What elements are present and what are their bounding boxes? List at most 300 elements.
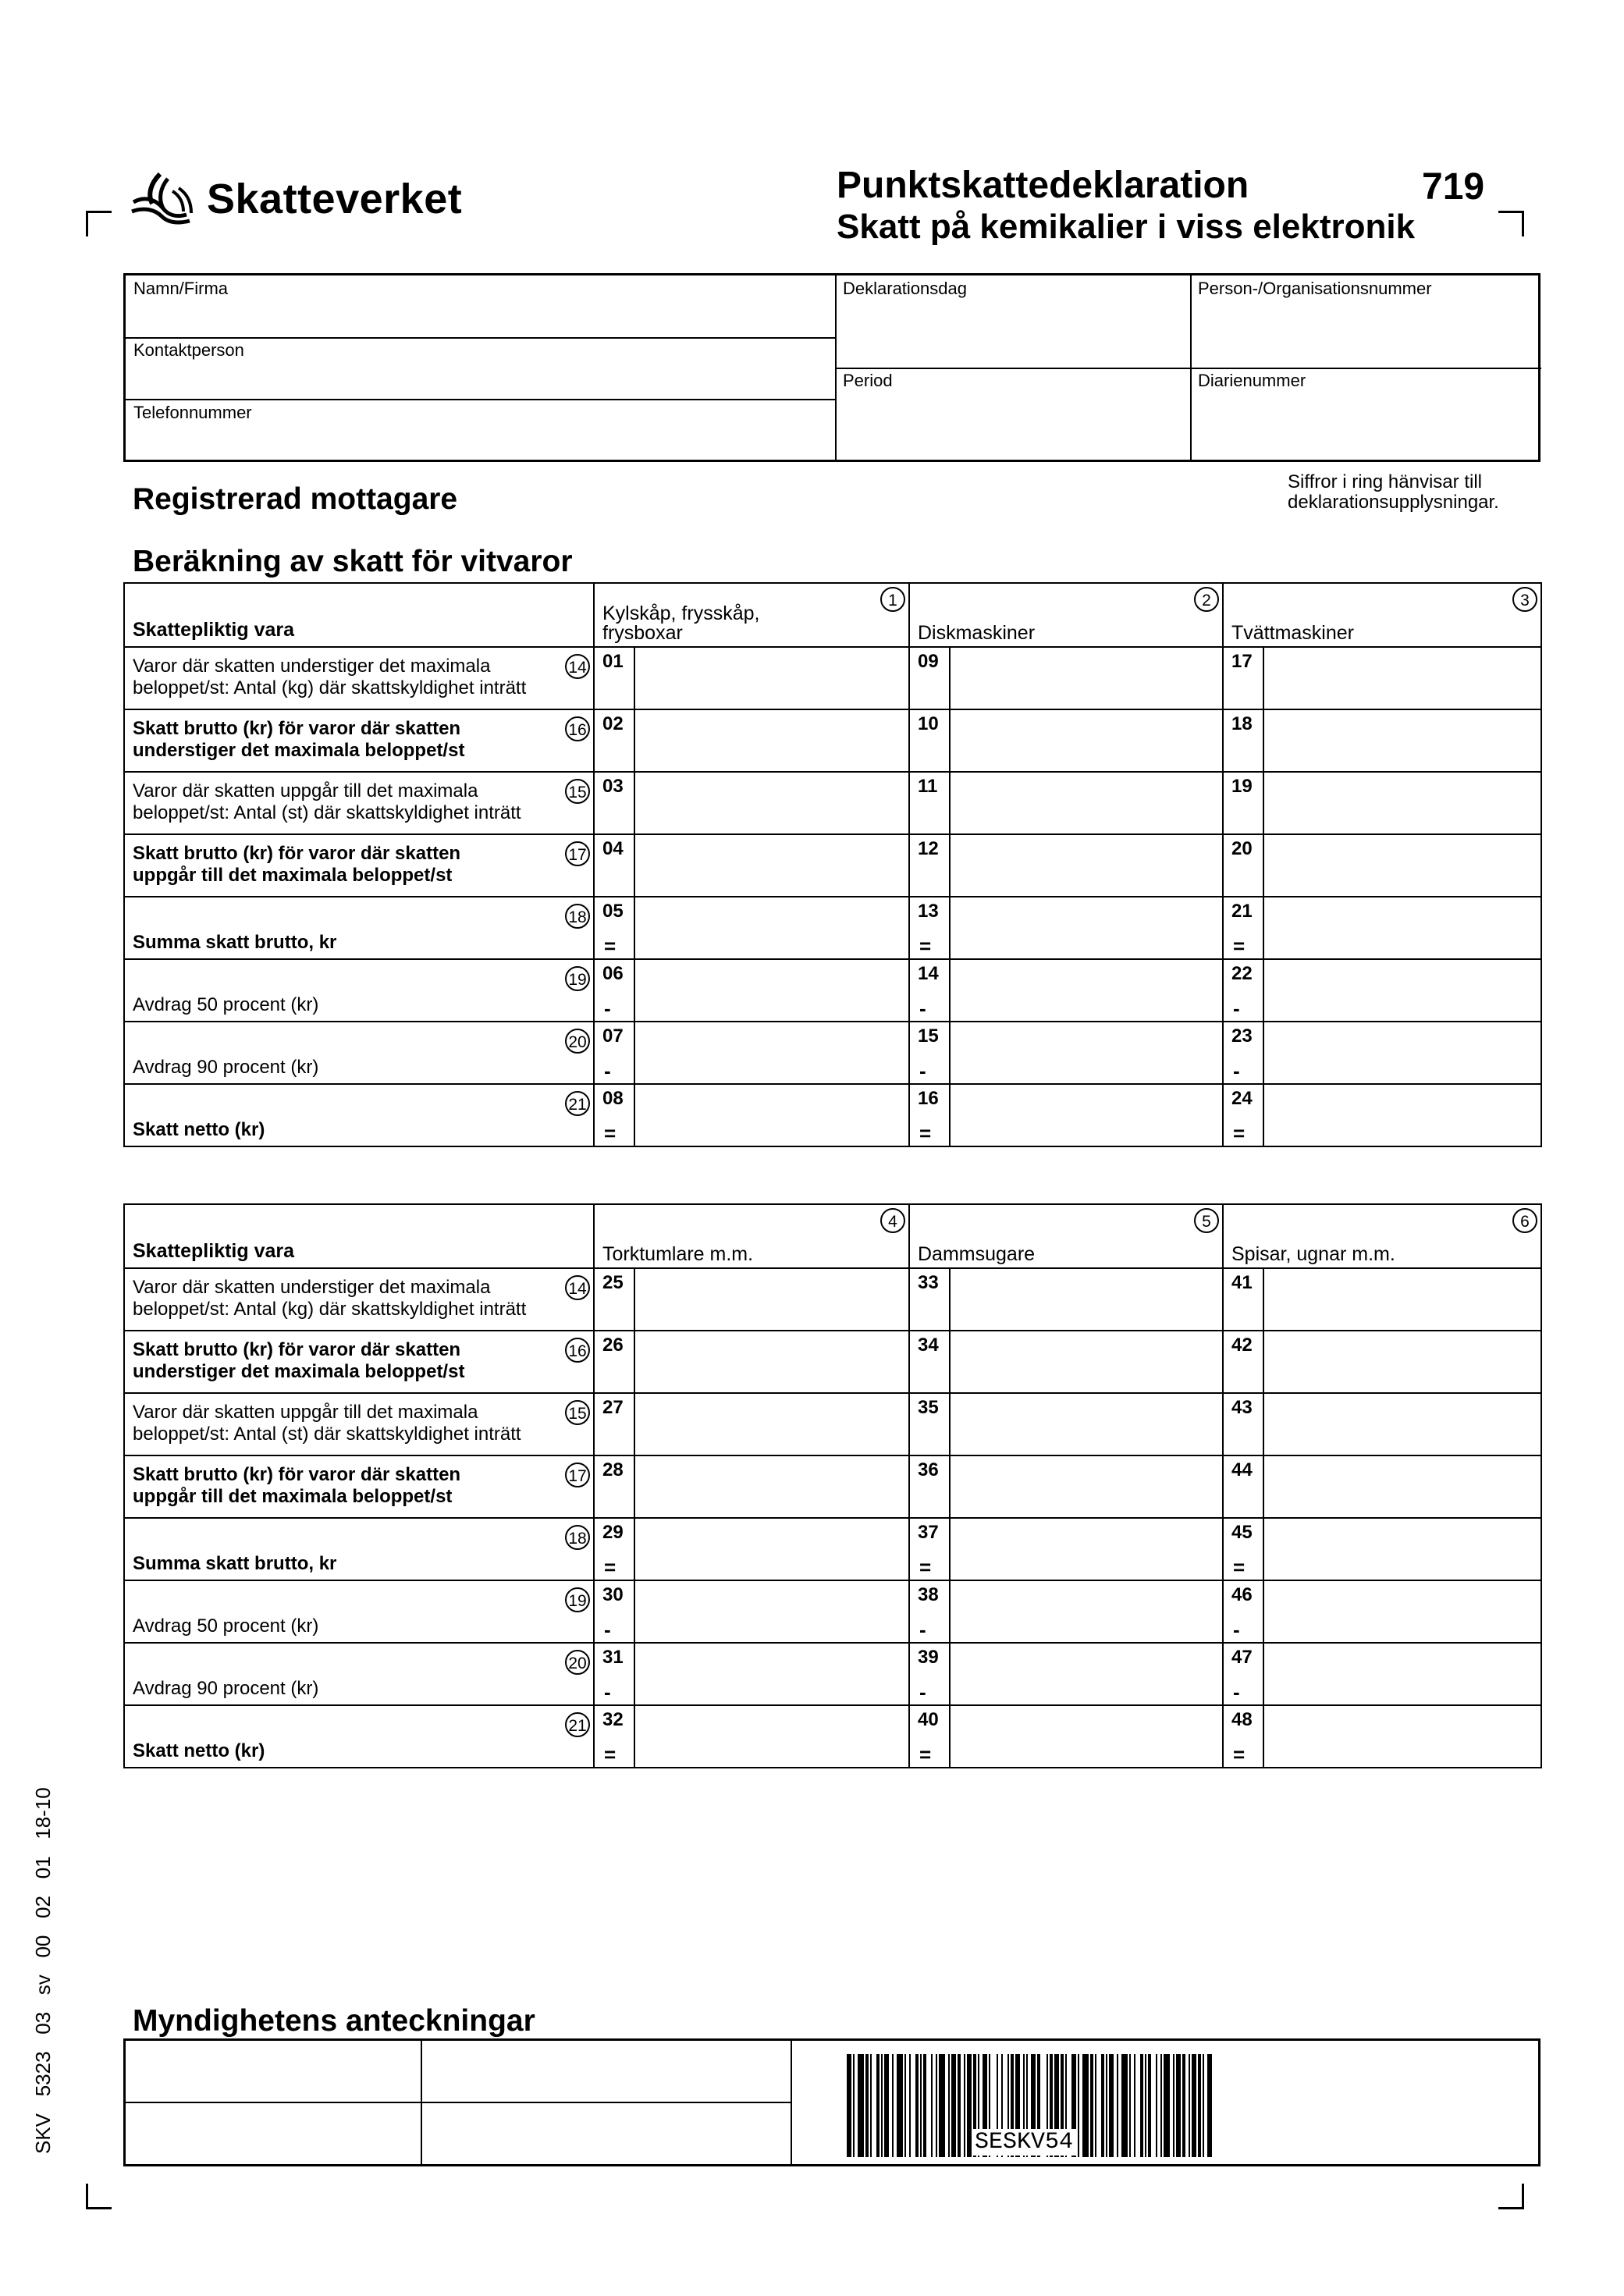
barcode-bar — [865, 2054, 869, 2157]
amount-input[interactable] — [635, 710, 908, 771]
column-label-line: Torktumlare m.m. — [602, 1243, 754, 1265]
barcode-bar — [1117, 2054, 1118, 2157]
barcode-bar — [951, 2054, 956, 2157]
barcode-bar — [1134, 2054, 1135, 2157]
row-label — [133, 1678, 554, 1700]
operator-sign: = — [919, 1555, 932, 1579]
table-row — [124, 959, 1541, 1022]
barcode-bar — [1129, 2054, 1131, 2157]
table-row — [124, 1455, 1541, 1518]
amount-cell[interactable] — [1223, 709, 1541, 772]
barcode-bar — [1164, 2054, 1170, 2157]
amount-input[interactable] — [1264, 1581, 1540, 1642]
barcode-bar — [1192, 2054, 1196, 2157]
field-code: 47 — [1231, 1647, 1253, 1668]
operator-sign: = — [604, 1121, 617, 1145]
amount-cell[interactable] — [594, 959, 909, 1022]
amount-cell[interactable] — [1223, 1393, 1541, 1455]
operator-sign: - — [604, 1618, 611, 1641]
amount-input[interactable] — [1264, 1644, 1540, 1704]
amount-cell[interactable] — [909, 897, 1223, 959]
code-box — [1224, 1269, 1264, 1330]
amount-cell[interactable] — [594, 1393, 909, 1455]
reference-circle: 19 — [565, 966, 590, 991]
row-label — [133, 1740, 554, 1762]
code-box — [1224, 1581, 1264, 1642]
field-code: 35 — [918, 1397, 939, 1418]
field-code: 22 — [1231, 963, 1253, 984]
tax-table-2 — [123, 1203, 1542, 1768]
operator-sign: = — [919, 934, 932, 958]
column-label — [918, 624, 1035, 643]
amount-input[interactable] — [635, 1269, 908, 1330]
barcode-bar — [1198, 2054, 1201, 2157]
reference-circle: 2 — [1194, 587, 1219, 612]
table-row — [124, 772, 1541, 834]
amount-input[interactable] — [1264, 1394, 1540, 1455]
code-box — [910, 1394, 951, 1455]
amount-cell[interactable] — [1223, 1022, 1541, 1084]
code-box — [595, 1456, 635, 1517]
code-box — [1224, 710, 1264, 771]
row-label-line: Varor där skatten uppgår till det maximala — [133, 780, 478, 801]
reference-circle: 18 — [565, 1525, 590, 1550]
amount-input[interactable] — [1264, 835, 1540, 896]
reference-circle: 16 — [565, 716, 590, 741]
column-label-line: Dammsugare — [918, 1243, 1036, 1265]
operator-sign: = — [1233, 1743, 1246, 1766]
field-code: 34 — [918, 1335, 939, 1356]
row-label-line: understiger det maximala beloppet/st — [133, 1361, 465, 1382]
amount-cell[interactable] — [909, 709, 1223, 772]
amount-input[interactable] — [1264, 1456, 1540, 1517]
table-row — [124, 1393, 1541, 1455]
row-label-line: Avdrag 90 procent (kr) — [133, 1057, 319, 1078]
operator-sign: - — [604, 1059, 611, 1082]
taxable-goods-label: Skattepliktig vara — [133, 1240, 295, 1262]
table-row — [124, 647, 1541, 709]
column-label — [1231, 624, 1354, 643]
barcode-bar — [853, 2054, 855, 2157]
amount-cell[interactable] — [1223, 897, 1541, 959]
reference-circle: 14 — [565, 654, 590, 679]
code-box — [595, 960, 635, 1021]
reference-circle: 21 — [565, 1712, 590, 1737]
field-code: 11 — [918, 776, 938, 797]
barcode-bar — [1078, 2054, 1079, 2157]
amount-input[interactable] — [635, 1394, 908, 1455]
barcode-bar — [909, 2054, 911, 2157]
code-box — [910, 1581, 951, 1642]
phone-field[interactable] — [129, 424, 827, 458]
barcode-bar — [915, 2054, 919, 2157]
amount-input[interactable] — [951, 1581, 1222, 1642]
tax-table-1 — [123, 582, 1542, 1147]
amount-cell[interactable] — [1223, 959, 1541, 1022]
field-code: 19 — [1231, 776, 1253, 797]
amount-input[interactable] — [951, 1394, 1222, 1455]
amount-cell[interactable] — [594, 647, 909, 709]
corner-mark-top-left — [86, 211, 112, 236]
operator-sign: - — [919, 997, 926, 1020]
reference-circle: 15 — [565, 779, 590, 804]
authority-notes-heading: Myndighetens anteckningar — [133, 2004, 535, 2038]
operator-sign: = — [919, 1743, 932, 1766]
amount-cell[interactable] — [1223, 1580, 1541, 1643]
amount-input[interactable] — [951, 1331, 1222, 1392]
table-row — [124, 1643, 1541, 1705]
reference-circle: 1 — [880, 587, 905, 612]
barcode-bar — [1101, 2054, 1104, 2157]
code-box — [910, 1644, 951, 1704]
column-label-line: Kylskåp, frysskåp, — [602, 602, 760, 624]
operator-sign: = — [604, 934, 617, 958]
amount-input[interactable] — [951, 835, 1222, 896]
barcode-bar — [1121, 2054, 1128, 2157]
table-row — [124, 834, 1541, 897]
logo-text: Skatteverket — [207, 176, 463, 222]
org-number-label: Person-/Organisationsnummer — [1198, 279, 1432, 298]
code-box — [910, 710, 951, 771]
barcode-bar — [1106, 2054, 1107, 2157]
contact-field[interactable] — [129, 361, 827, 396]
row-label — [133, 1119, 554, 1141]
code-box — [910, 1269, 951, 1330]
amount-input[interactable] — [635, 1022, 908, 1083]
column-label — [602, 604, 759, 643]
amount-cell[interactable] — [909, 1084, 1223, 1146]
amount-cell[interactable] — [909, 1268, 1223, 1331]
name-field-label: Namn/Firma — [133, 279, 229, 298]
table-row — [124, 1705, 1541, 1768]
amount-input[interactable] — [951, 897, 1222, 958]
barcode-bar — [876, 2054, 880, 2157]
amount-cell[interactable] — [909, 1580, 1223, 1643]
field-code: 41 — [1231, 1272, 1253, 1293]
amount-input[interactable] — [1264, 1519, 1540, 1580]
amount-cell[interactable] — [909, 772, 1223, 834]
amount-input[interactable] — [635, 1456, 908, 1517]
code-box — [595, 835, 635, 896]
barcode-bar — [920, 2054, 922, 2157]
barcode-bar — [948, 2054, 950, 2157]
column-header — [594, 1204, 909, 1268]
table-row — [124, 1268, 1541, 1331]
amount-cell[interactable] — [1223, 834, 1541, 897]
amount-cell[interactable] — [909, 1705, 1223, 1768]
amount-input[interactable] — [635, 773, 908, 833]
code-box — [910, 773, 951, 833]
operator-sign: - — [604, 1680, 611, 1704]
diary-number-label: Diarienummer — [1198, 371, 1306, 390]
code-box — [910, 1456, 951, 1517]
field-code: 17 — [1231, 651, 1253, 672]
logo — [129, 168, 462, 230]
amount-cell[interactable] — [909, 834, 1223, 897]
amount-input[interactable] — [951, 1085, 1222, 1146]
amount-cell[interactable] — [1223, 1084, 1541, 1146]
amount-input[interactable] — [951, 1644, 1222, 1704]
amount-input[interactable] — [951, 1519, 1222, 1580]
barcode-bar — [1082, 2054, 1089, 2157]
field-code: 23 — [1231, 1025, 1253, 1047]
amount-cell[interactable] — [909, 1331, 1223, 1393]
amount-cell[interactable] — [1223, 1518, 1541, 1580]
identification-box — [123, 273, 1540, 462]
amount-cell[interactable] — [1223, 1455, 1541, 1518]
column-header — [1223, 583, 1541, 647]
code-box — [595, 1269, 635, 1330]
table-row — [124, 1022, 1541, 1084]
barcode-bar — [1176, 2054, 1181, 2157]
reference-circle: 3 — [1512, 587, 1537, 612]
amount-input[interactable] — [1264, 1269, 1540, 1330]
amount-cell[interactable] — [909, 959, 1223, 1022]
amount-input[interactable] — [1264, 897, 1540, 958]
name-field[interactable] — [129, 299, 827, 333]
row-label — [133, 1057, 554, 1079]
amount-cell[interactable] — [594, 1455, 909, 1518]
operator-sign: = — [1233, 934, 1246, 958]
amount-input[interactable] — [1264, 648, 1540, 709]
field-code: 24 — [1231, 1088, 1253, 1109]
amount-input[interactable] — [635, 648, 908, 709]
barcode-bar — [936, 2054, 937, 2157]
form-version-code: SKV 5323 03 sv 00 02 01 18-10 — [31, 1787, 55, 2154]
form-title: Punktskattedeklaration — [837, 165, 1249, 206]
table-row — [124, 1331, 1541, 1393]
field-code: 33 — [918, 1272, 939, 1293]
table-row — [124, 1580, 1541, 1643]
field-code: 04 — [602, 838, 624, 859]
barcode-bar — [1160, 2054, 1162, 2157]
column-header — [909, 583, 1223, 647]
amount-cell[interactable] — [909, 1518, 1223, 1580]
row-label-line: Varor där skatten understiger det maximala — [133, 656, 491, 677]
org-number-field[interactable] — [1194, 299, 1537, 364]
amount-cell[interactable] — [594, 1643, 909, 1705]
amount-input[interactable] — [951, 1022, 1222, 1083]
amount-input[interactable] — [1264, 1085, 1540, 1146]
amount-input[interactable] — [951, 1269, 1222, 1330]
field-code: 28 — [602, 1459, 624, 1480]
row-label — [133, 932, 554, 954]
amount-cell[interactable] — [909, 1393, 1223, 1455]
amount-cell[interactable] — [594, 1705, 909, 1768]
field-code: 37 — [918, 1522, 939, 1543]
column-label-line: Tvättmaskiner — [1231, 622, 1354, 644]
reference-circle: 14 — [565, 1275, 590, 1300]
row-label-line: Skatt brutto (kr) för varor där skatten — [133, 718, 461, 739]
amount-cell[interactable] — [1223, 647, 1541, 709]
operator-sign: - — [1233, 1059, 1240, 1082]
field-code: 07 — [602, 1025, 624, 1047]
amount-cell[interactable] — [909, 1643, 1223, 1705]
amount-input[interactable] — [635, 897, 908, 958]
declaration-day-field[interactable] — [839, 299, 1186, 364]
code-box — [595, 1581, 635, 1642]
operator-sign: = — [604, 1555, 617, 1579]
period-label: Period — [843, 371, 893, 390]
barcode-bar — [1182, 2054, 1185, 2157]
amount-input[interactable] — [635, 1581, 908, 1642]
amount-input[interactable] — [1264, 1706, 1540, 1767]
form-subtitle: Skatt på kemikalier i viss elektronik — [837, 208, 1416, 246]
barcode-bar — [881, 2054, 883, 2157]
field-code: 26 — [602, 1335, 624, 1356]
field-code: 16 — [918, 1088, 939, 1109]
row-label — [133, 780, 554, 824]
amount-cell[interactable] — [594, 897, 909, 959]
amount-input[interactable] — [951, 1706, 1222, 1767]
amount-cell[interactable] — [909, 1455, 1223, 1518]
code-box — [910, 897, 951, 958]
field-code: 45 — [1231, 1522, 1253, 1543]
code-box — [1224, 1519, 1264, 1580]
amount-cell[interactable] — [594, 1580, 909, 1643]
code-box — [1224, 1394, 1264, 1455]
operator-sign: - — [919, 1680, 926, 1704]
code-box — [910, 1022, 951, 1083]
field-code: 20 — [1231, 838, 1253, 859]
amount-input[interactable] — [1264, 710, 1540, 771]
diary-number-field[interactable] — [1194, 393, 1537, 458]
operator-sign: = — [1233, 1121, 1246, 1145]
field-code: 03 — [602, 776, 624, 797]
amount-input[interactable] — [951, 773, 1222, 833]
field-code: 05 — [602, 901, 624, 922]
code-box — [1224, 1706, 1264, 1767]
amount-input[interactable] — [951, 710, 1222, 771]
amount-input[interactable] — [635, 1644, 908, 1704]
row-label-line: Skatt brutto (kr) för varor där skatten — [133, 1464, 461, 1485]
column-header — [1223, 1204, 1541, 1268]
code-box — [1224, 1331, 1264, 1392]
table-row — [124, 1084, 1541, 1146]
amount-cell[interactable] — [909, 647, 1223, 709]
field-code: 21 — [1231, 901, 1253, 922]
amount-input[interactable] — [1264, 960, 1540, 1021]
amount-cell[interactable] — [594, 772, 909, 834]
reference-circle: 15 — [565, 1400, 590, 1425]
amount-input[interactable] — [635, 960, 908, 1021]
column-label — [1231, 1245, 1395, 1264]
barcode-bar — [1140, 2054, 1143, 2157]
authority-notes-box — [123, 2038, 1540, 2166]
amount-cell[interactable] — [594, 1331, 909, 1393]
amount-cell[interactable] — [594, 1084, 909, 1146]
reference-circle: 17 — [565, 1463, 590, 1487]
barcode-bar — [931, 2054, 933, 2157]
code-box — [595, 710, 635, 771]
code-box — [1224, 773, 1264, 833]
barcode-bar — [1173, 2054, 1174, 2157]
row-label-line: beloppet/st: Antal (st) där skattskyldighet inträtt — [133, 802, 521, 823]
field-code: 46 — [1231, 1584, 1253, 1605]
column-header — [594, 583, 909, 647]
amount-input[interactable] — [1264, 773, 1540, 833]
period-field[interactable] — [839, 393, 1186, 458]
amount-cell[interactable] — [594, 1518, 909, 1580]
amount-input[interactable] — [951, 648, 1222, 709]
amount-cell[interactable] — [909, 1022, 1223, 1084]
amount-cell[interactable] — [594, 1022, 909, 1084]
column-label — [918, 1245, 1035, 1264]
row-label-line: uppgår till det maximala beloppet/st — [133, 865, 453, 886]
amount-input[interactable] — [635, 1706, 908, 1767]
row-label — [133, 1402, 554, 1445]
code-box — [1224, 897, 1264, 958]
registered-receiver-heading: Registrerad mottagare — [133, 482, 458, 516]
taxable-goods-label: Skattepliktig vara — [133, 619, 295, 641]
field-code: 36 — [918, 1459, 939, 1480]
amount-cell[interactable] — [1223, 1705, 1541, 1768]
code-box — [595, 1706, 635, 1767]
amount-cell[interactable] — [1223, 772, 1541, 834]
amount-input[interactable] — [635, 1331, 908, 1392]
barcode-bar — [1090, 2054, 1093, 2157]
amount-input[interactable] — [951, 960, 1222, 1021]
amount-cell[interactable] — [1223, 1331, 1541, 1393]
field-code: 02 — [602, 713, 624, 734]
operator-sign: = — [604, 1743, 617, 1766]
column-label-line: Diskmaskiner — [918, 622, 1036, 644]
amount-cell[interactable] — [594, 1268, 909, 1331]
operator-sign: - — [919, 1618, 926, 1641]
barcode-bar — [1189, 2054, 1190, 2157]
code-box — [595, 1331, 635, 1392]
field-code: 13 — [918, 901, 939, 922]
field-code: 09 — [918, 651, 939, 672]
barcode-bar — [1207, 2054, 1212, 2157]
corner-mark-bottom-right — [1498, 2184, 1524, 2209]
field-code: 48 — [1231, 1709, 1253, 1730]
amount-input[interactable] — [1264, 1022, 1540, 1083]
amount-input[interactable] — [951, 1456, 1222, 1517]
table-row — [124, 709, 1541, 772]
barcode-bar — [958, 2054, 961, 2157]
row-label-line: Skatt netto (kr) — [133, 1740, 265, 1761]
field-code: 12 — [918, 838, 939, 859]
reference-circle: 18 — [565, 904, 590, 929]
table-row — [124, 1518, 1541, 1580]
amount-cell[interactable] — [594, 709, 909, 772]
field-code: 30 — [602, 1584, 624, 1605]
amount-cell[interactable] — [594, 834, 909, 897]
operator-sign: - — [604, 997, 611, 1020]
row-label-line: understiger det maximala beloppet/st — [133, 740, 465, 761]
barcode-bar — [892, 2054, 894, 2157]
amount-input[interactable] — [1264, 1331, 1540, 1392]
amount-input[interactable] — [635, 1519, 908, 1580]
field-code: 44 — [1231, 1459, 1253, 1480]
barcode-bar — [1145, 2054, 1146, 2157]
row-label — [133, 656, 554, 699]
amount-cell[interactable] — [1223, 1268, 1541, 1331]
field-code: 39 — [918, 1647, 939, 1668]
phone-field-label: Telefonnummer — [133, 403, 252, 422]
amount-cell[interactable] — [1223, 1643, 1541, 1705]
row-label — [133, 1277, 554, 1320]
row-label-line: Skatt netto (kr) — [133, 1119, 265, 1140]
reference-circle: 20 — [565, 1029, 590, 1054]
reference-circle: 4 — [880, 1208, 905, 1233]
code-box — [595, 897, 635, 958]
field-code: 40 — [918, 1709, 939, 1730]
amount-input[interactable] — [635, 1085, 908, 1146]
amount-input[interactable] — [635, 835, 908, 896]
field-code: 18 — [1231, 713, 1253, 734]
